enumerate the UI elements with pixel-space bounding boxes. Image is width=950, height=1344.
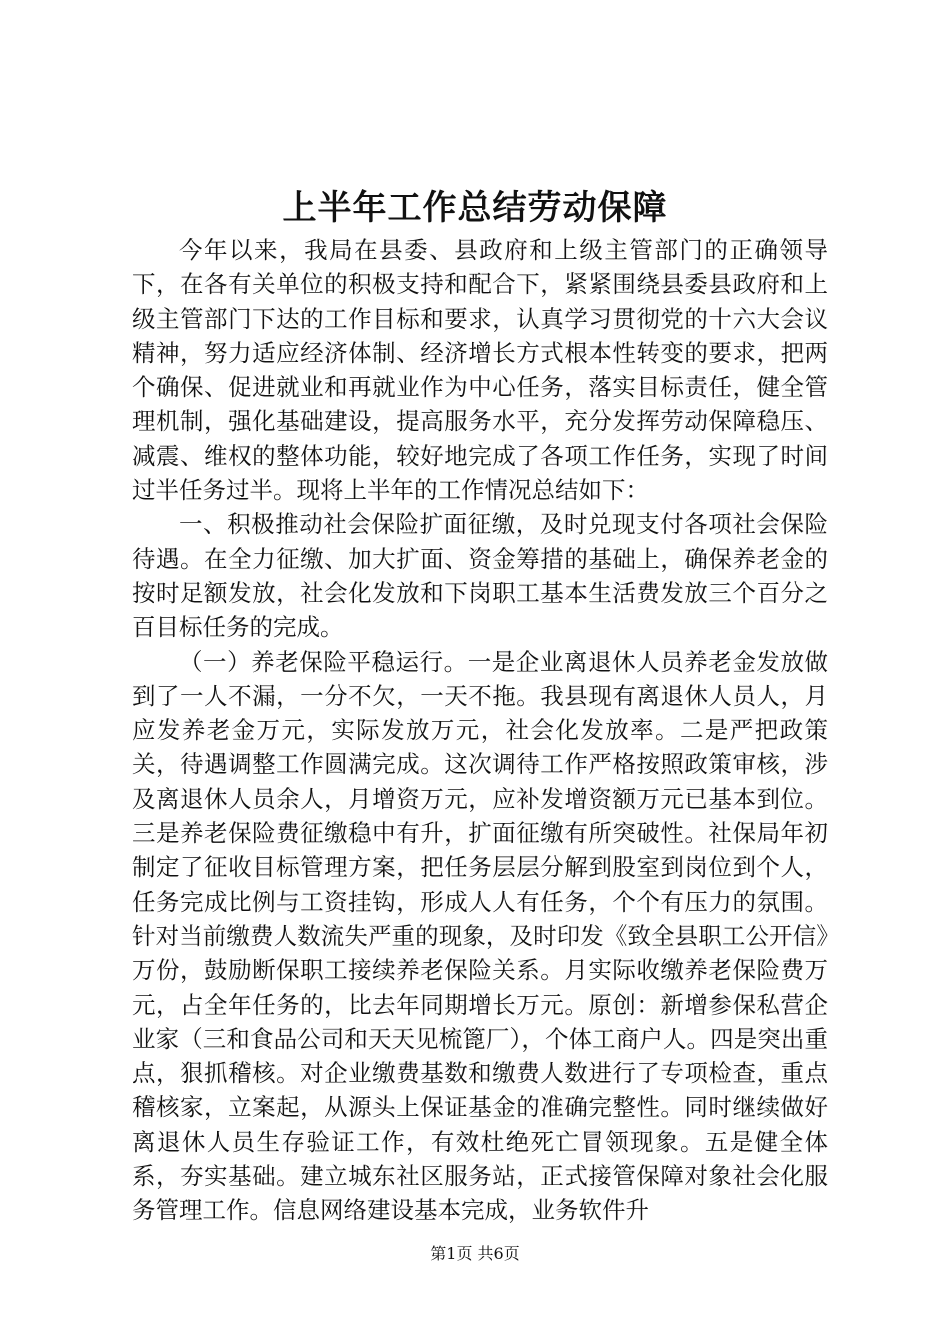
document-body [132,233,828,1228]
paragraph-pension-insurance: （一）养老保险平稳运行。一是企业离退休人员养老金发放做到了一人不漏，一分不欠，一天不拖。我县现有离退休人员人，月应发养老金万元，实际发放万元，社会化发放率。二是严把政策关，待遇调整工作圆满完成。这次调待工作严格按照政策审核，涉及离退休人员余人，月增资万元，应补发增资额万元已基本到位。三是养老保险费征缴稳中有升，扩面征缴有所突破性。社保局年初制定了征收目标管理方案，把任务层层分解到股室到岗位到个人，任务完成比例与工资挂钩，形成人人有任务，个个有压力的氛围。针对当前缴费人数流失严重的现象，及时印发《致全县职工公开信》万份，鼓励断保职工接续养老保险关系。月实际收缴养老保险费万元，占全年任务的，比去年同期增长万元。原创：新增参保私营企业家（三和食品公司和天天见梳篦厂），个体工商户人。四是突出重点，狠抓稽核。对企业缴费基数和缴费人数进行了专项检查，重点稽核家，立案起，从源头上保证基金的准确完整性。同时继续做好离退休人员生存验证工作，有效杜绝死亡冒领现象。五是健全体系，夯实基础。建立城东社区服务站，正式接管保障对象社会化服务管理工作。信息网络建设基本完成，业务软件升 [132,647,828,1225]
paragraph-section-one: 一、积极推动社会保险扩面征缴，及时兑现支付各项社会保险待遇。在全力征缴、加大扩面、资金筹措的基础上，确保养老金的按时足额发放，社会化发放和下岗职工基本生活费发放三个百分之百目标任务的完成。 [132,510,828,642]
document-title: 上半年工作总结劳动保障 [282,188,668,228]
page-number-footer: 第1页 共6页 [430,1244,520,1263]
paragraph-intro: 今年以来，我局在县委、县政府和上级主管部门的正确领导下，在各有关单位的积极支持和配合下，紧紧围绕县委县政府和上级主管部门下达的工作目标和要求，认真学习贯彻党的十六大会议精神，努力适应经济体制、经济增长方式根本性转变的要求，把两个确保、促进就业和再就业作为中心任务，落实目标责任，健全管理机制，强化基础建设，提高服务水平，充分发挥劳动保障稳压、减震、维权的整体功能，较好地完成了各项工作任务，实现了时间过半任务过半。现将上半年的工作情况总结如下： [132,236,828,505]
